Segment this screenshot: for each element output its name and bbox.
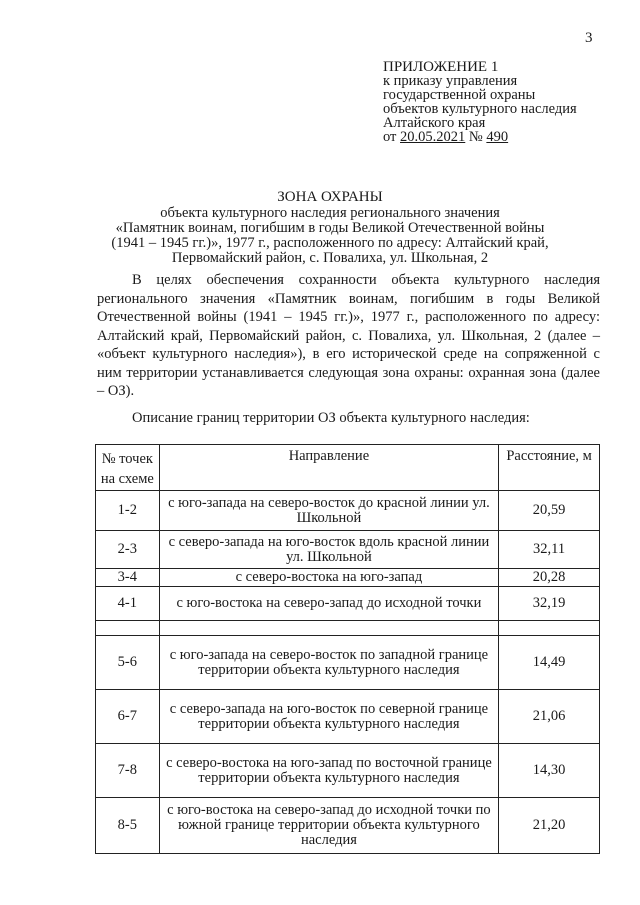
number-sign: № <box>468 129 483 145</box>
row-direction: с юго-востока на северо-запад до исходной точки по южной границе территории объекта культурного наследия <box>159 798 499 854</box>
table-row <box>96 690 600 744</box>
order-date: 20.05.2021 <box>400 129 466 145</box>
header-direction: Направление <box>159 445 499 491</box>
header-points: № точек на схеме <box>96 445 160 491</box>
row-points: 4-1 <box>96 587 160 621</box>
row-distance: 20,59 <box>499 491 600 531</box>
row-direction: с северо-запада на юго-восток вдоль красной линии ул. Школьной <box>159 531 499 569</box>
table-header-row <box>96 445 600 491</box>
appendix-title: ПРИЛОЖЕНИЕ 1 <box>383 59 499 75</box>
heading-line: Первомайский район, с. Повалиха, ул. Школьная, 2 <box>171 250 489 266</box>
document-heading <box>60 190 600 266</box>
table-row <box>96 798 600 854</box>
row-points: 5-6 <box>96 636 160 690</box>
row-distance: 14,30 <box>499 744 600 798</box>
row-points: 8-5 <box>96 798 160 854</box>
table-row <box>96 636 600 690</box>
row-distance: 21,06 <box>499 690 600 744</box>
row-points: 1-2 <box>96 491 160 531</box>
appendix-block <box>383 60 577 144</box>
row-points: 7-8 <box>96 744 160 798</box>
row-distance: 14,49 <box>499 636 600 690</box>
table-caption: Описание границ территории ОЗ объекта культурного наследия: <box>132 410 530 426</box>
appendix-line: государственной охраны <box>383 87 536 103</box>
appendix-line: к приказу управления <box>383 73 518 89</box>
heading-line: объекта культурного наследия регионального значения <box>160 205 500 221</box>
row-points: 3-4 <box>96 569 160 587</box>
header-distance: Расстояние, м <box>499 445 600 491</box>
table-row <box>96 491 600 531</box>
table-row <box>96 569 600 587</box>
heading-line: «Памятник воинам, погибшим в годы Великой Отечественной войны <box>115 220 545 236</box>
body-paragraph: В целях обеспечения сохранности объекта культурного наследия регионального значения «Памятник воинам, погибшим в годы Великой Отечественной войны (1941 – 1945 гг.)», 1977 г., расположенного по адресу: Алтайский край, Первомайский район, с. Повалиха, ул. Школьная, 2 (далее – «объект культурного наследия»), в его исторической среде на сопряженной с ним территории устанавливается следующая зона охраны: охранная зона (далее – ОЗ). <box>97 272 600 399</box>
row-points: 6-7 <box>96 690 160 744</box>
page-number: 3 <box>585 30 593 46</box>
row-direction: с юго-запада на северо-восток до красной линии ул. Школьной <box>159 491 499 531</box>
table-row <box>96 531 600 569</box>
table-row <box>96 744 600 798</box>
row-direction: с юго-востока на северо-запад до исходной точки <box>159 587 499 621</box>
table-row-empty <box>96 621 600 636</box>
row-distance: 32,19 <box>499 587 600 621</box>
row-distance: 20,28 <box>499 569 600 587</box>
date-prefix: от <box>383 129 397 145</box>
row-direction: с северо-запада на юго-восток по северной границе территории объекта культурного наследия <box>159 690 499 744</box>
heading-line: (1941 – 1945 гг.)», 1977 г., расположенного по адресу: Алтайский край, <box>111 235 549 251</box>
appendix-line: Алтайского края <box>383 115 486 131</box>
row-direction: с юго-запада на северо-восток по западной границе территории объекта культурного наследия <box>159 636 499 690</box>
table-row <box>96 587 600 621</box>
appendix-date-line <box>383 130 577 144</box>
row-direction: с северо-востока на юго-запад по восточной границе территории объекта культурного наследия <box>159 744 499 798</box>
row-points: 2-3 <box>96 531 160 569</box>
order-number: 490 <box>486 129 509 145</box>
appendix-line: объектов культурного наследия <box>383 101 577 117</box>
row-points <box>96 621 160 636</box>
zone-title: ЗОНА ОХРАНЫ <box>277 189 383 205</box>
boundaries-table <box>95 444 600 854</box>
row-distance: 32,11 <box>499 531 600 569</box>
row-direction: с северо-востока на юго-запад <box>159 569 499 587</box>
row-distance <box>499 621 600 636</box>
row-distance: 21,20 <box>499 798 600 854</box>
row-direction <box>159 621 499 636</box>
